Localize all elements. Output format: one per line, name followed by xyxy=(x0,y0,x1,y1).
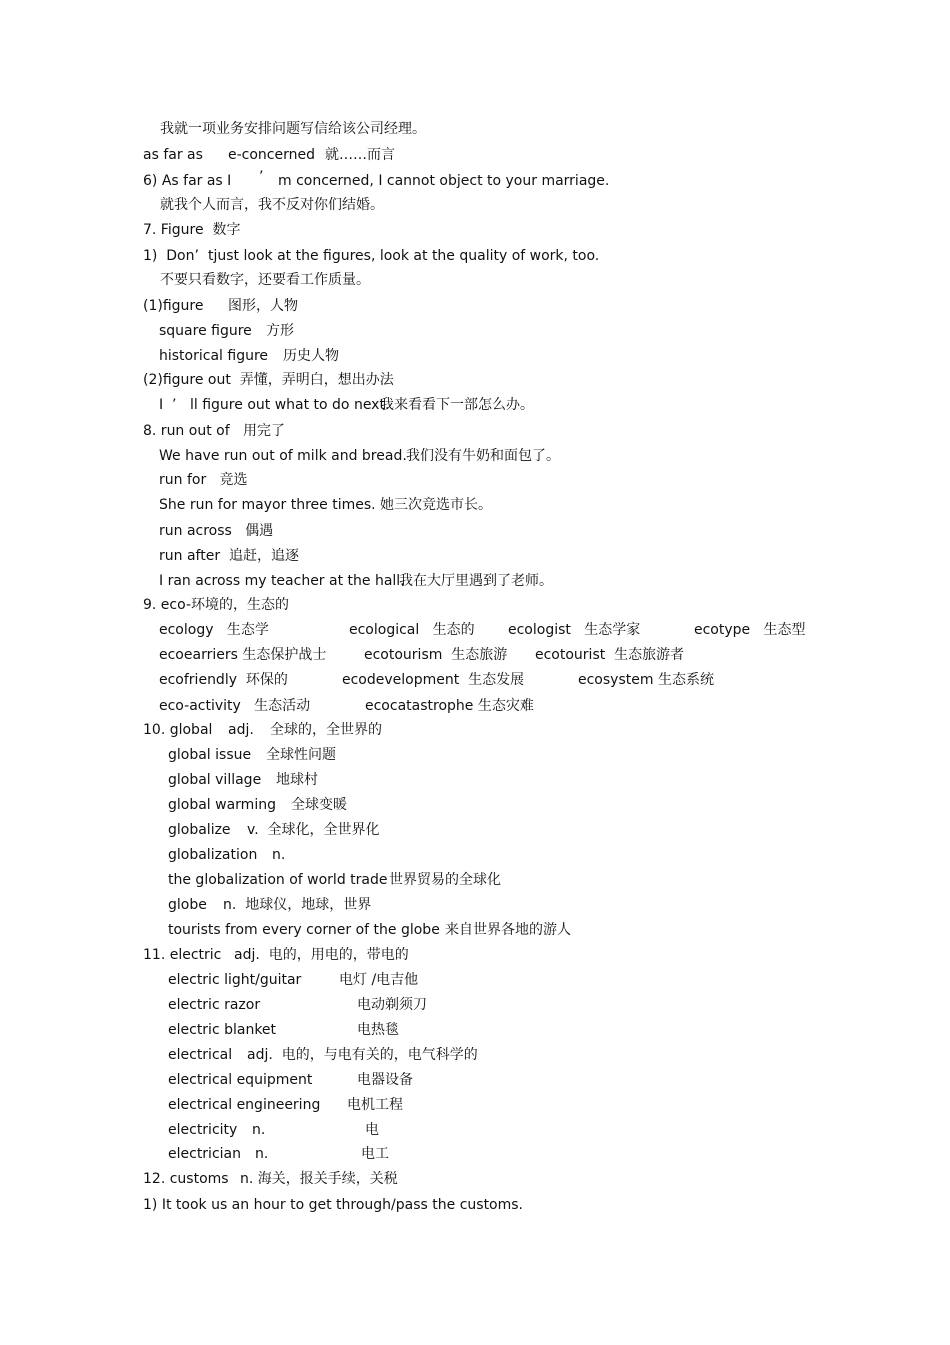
translation: 全球性问题 xyxy=(266,747,336,763)
translation: 就我个人而言，我不反对你们结婚。 xyxy=(160,197,384,213)
phrase: global warming xyxy=(168,797,276,813)
vocab-item: ecology 生态学 xyxy=(159,622,269,638)
translation: 我在大厅里遇到了老师。 xyxy=(399,573,553,589)
phrase: electric blanket xyxy=(168,1022,277,1038)
translation: 图形，人物 xyxy=(228,298,298,314)
phrase: globalize xyxy=(168,822,231,838)
section-heading: 10. global xyxy=(143,722,213,738)
translation: adj. 电的，用电的，带电的 xyxy=(234,947,409,963)
phrase: global issue xyxy=(168,747,252,763)
example-sentence: I ran across my teacher at the hall. xyxy=(159,573,405,589)
phrase: globalization xyxy=(168,847,258,863)
section-heading: 9. eco-环境的，生态的 xyxy=(143,597,289,613)
translation: 全球的，全世界的 xyxy=(270,722,382,738)
example-sentence: tjust look at the figures, look at the quality of work, too. xyxy=(208,248,600,264)
translation: 全球变暖 xyxy=(291,797,347,813)
phrase: as far as xyxy=(143,147,203,163)
text-line: 我就一项业务安排问题写信给该公司经理。 xyxy=(160,121,426,137)
section-heading: 12. customs xyxy=(143,1171,229,1187)
phrase: historical figure xyxy=(159,348,269,364)
vocab-item: eco-activity 生态活动 xyxy=(159,698,311,714)
phrase: (2)figure out 弄懂，弄明白，想出办法 xyxy=(143,372,394,388)
translation: 电工 xyxy=(361,1146,389,1162)
vocab-item: ecoearriers 生态保护战士 xyxy=(159,647,327,663)
phrase: electrical equipment xyxy=(168,1072,313,1088)
example-sentence: 6) As far as I xyxy=(143,173,232,189)
phrase: the globalization of world trade xyxy=(168,872,388,888)
vocab-item: ecodevelopment 生态发展 xyxy=(342,672,525,688)
translation: 电器设备 xyxy=(357,1072,413,1088)
example-sentence: I ’ xyxy=(159,397,177,413)
phrase: (1)figure xyxy=(143,298,204,314)
example-sentence: m concerned, I cannot object to your marriage. xyxy=(278,173,610,189)
translation: 世界贸易的全球化 xyxy=(389,872,501,888)
part-of-speech: n. xyxy=(272,847,286,863)
translation: 历史人物 xyxy=(283,348,339,364)
translation: n. 地球仪，地球，世界 xyxy=(223,897,372,913)
phrase: electric light/guitar xyxy=(168,972,302,988)
translation: n. 海关，报关手续，关税 xyxy=(240,1171,398,1187)
phrase: electrical engineering xyxy=(168,1097,321,1113)
translation: 电动剃须刀 xyxy=(357,997,427,1013)
phrase: tourists from every corner of the globe xyxy=(168,922,440,938)
vocab-item: ecologist 生态学家 xyxy=(508,622,641,638)
phrase: run after 追赶，追逐 xyxy=(159,548,299,564)
vocab-item: ecotourism 生态旅游 xyxy=(364,647,508,663)
part-of-speech: n. xyxy=(252,1122,266,1138)
translation: 来自世界各地的游人 xyxy=(445,922,571,938)
phrase: run for 竞选 xyxy=(159,472,248,488)
translation: 就……而言 xyxy=(325,147,395,163)
phrase: electrical xyxy=(168,1047,233,1063)
phrase: electricity xyxy=(168,1122,238,1138)
phrase: electrician xyxy=(168,1146,241,1162)
phrase: e-concerned xyxy=(228,147,315,163)
part-of-speech: adj. xyxy=(228,722,254,738)
vocab-item: ecotourist 生态旅游者 xyxy=(535,647,685,663)
section-heading: 8. run out of xyxy=(143,423,230,439)
translation: adj. 电的，与电有关的，电气科学的 xyxy=(247,1047,478,1063)
section-heading: 11. electric xyxy=(143,947,222,963)
vocab-item: ecological 生态的 xyxy=(349,622,475,638)
vocab-item: ecosystem 生态系统 xyxy=(578,672,714,688)
translation: 用完了 xyxy=(243,423,285,439)
vocab-item: ecotype 生态型 xyxy=(694,622,806,638)
apostrophe: ’ xyxy=(259,169,264,185)
translation: 电灯 /电吉他 xyxy=(339,972,419,988)
vocab-item: ecofriendly 环保的 xyxy=(159,672,288,688)
translation: 不要只看数字，还要看工作质量。 xyxy=(160,272,370,288)
phrase: globe xyxy=(168,897,207,913)
translation: v. 全球化，全世界化 xyxy=(247,822,380,838)
translation: 我们没有牛奶和面包了。 xyxy=(406,448,560,464)
translation: 电热毯 xyxy=(357,1022,399,1038)
example-sentence: We have run out of milk and bread. xyxy=(159,448,407,464)
translation: 我来看看下一部怎么办。 xyxy=(380,397,534,413)
example-sentence: ll figure out what to do next. xyxy=(190,397,390,413)
section-heading: 7. Figure 数字 xyxy=(143,222,241,238)
translation: 电机工程 xyxy=(347,1097,403,1113)
example-sentence: 1) Don’ xyxy=(143,248,199,264)
phrase: run across 偶遇 xyxy=(159,523,274,539)
translation: 地球村 xyxy=(276,772,318,788)
vocab-item: ecocatastrophe 生态灾难 xyxy=(365,698,534,714)
example-sentence: 1) It took us an hour to get through/pass the customs. xyxy=(143,1197,524,1213)
example-sentence: She run for mayor three times. 她三次竞选市长。 xyxy=(159,497,493,513)
phrase: electric razor xyxy=(168,997,261,1013)
phrase: global village xyxy=(168,772,262,788)
part-of-speech: n. xyxy=(255,1146,269,1162)
phrase: square figure xyxy=(159,323,252,339)
translation: 方形 xyxy=(266,323,294,339)
translation: 电 xyxy=(365,1122,379,1138)
